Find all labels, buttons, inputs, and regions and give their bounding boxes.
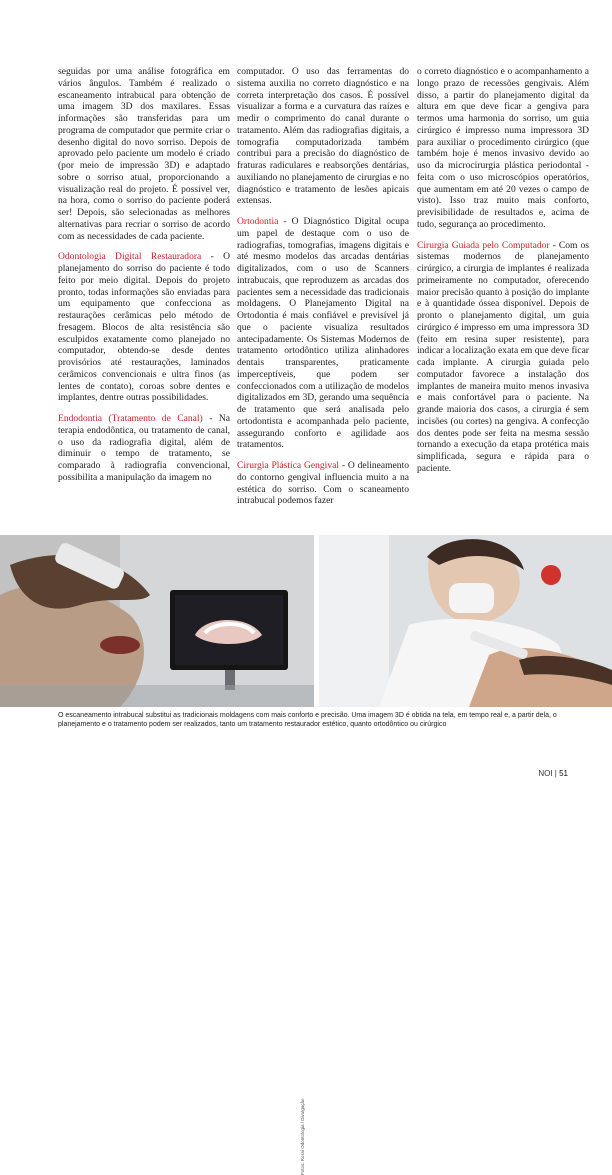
section-paragraph <box>58 251 230 404</box>
scan-scene-illustration <box>0 535 314 707</box>
section-body: - Na terapia endodôntica, ou tratamento de canal, o uso da radiografia digital, além de diminuir o tempo de tratamento, se comparado à radiografia convencional, possibilita a manipulação da imagem no <box>58 413 230 483</box>
section-paragraph <box>417 240 589 475</box>
section-paragraph <box>237 460 409 507</box>
dentist-scene-illustration <box>319 535 612 707</box>
dentist-scanning-photo <box>319 535 612 707</box>
section-body: - O Diagnóstico Digital ocupa um papel de destaque com o uso de radiografias, tomografias, imagens digitais e até mesmo modelos das arcadas dentárias digitalizados, com o uso de Scanners intrabucais, que reproduzem as arcadas dos pacientes sem a necessidade das tradicionais moldagens. O Planejamento Digital na Ortodontia é mais confiável e previsível já que o paciente visualiza resultados antecipadamente. Os Sistemas Modernos de tratamento ortodôntico utiliza alinhadores dentais transparentes, praticamente imperceptíveis, que podem ser confeccionados com a utilização de modelos digitalizados em 3D, gerando uma sequência de tratamento que será analisada pelo ortodontista e acompanhada pelo paciente, assegurando conforto e agilidade aos tratamentos. <box>237 216 409 451</box>
page-footer <box>538 769 568 778</box>
text-column-1 <box>58 66 230 493</box>
photo-credit: Fotos: Rossi Odontologia / Divulgação <box>300 1098 305 1175</box>
section-paragraph <box>58 413 230 484</box>
intraoral-scan-photo <box>0 535 314 707</box>
text-column-2 <box>237 66 409 516</box>
section-heading: Cirurgia Guiada pelo Computador <box>417 239 550 251</box>
text-column-3 <box>417 66 589 484</box>
section-body: - O planejamento do sorriso do paciente é todo feito por meio digital. Depois do projeto pronto, todas informações são enviadas para um equipamento que confecciona as restaurações cerâmicas pelo método de fresagem. Blocos de alta resistência são esculpidos exatamente como planejado no computador, obtendo-se desde dentes provisórios até restaurações, laminados cerâmicos convencionais e ultra finos (as lentes de contato), coroas sobre dentes e implantes, dentre outras possibilidades. <box>58 251 230 404</box>
section-heading: Endodontia (Tratamento de Canal) <box>58 413 203 424</box>
photo-caption: O escaneamento intrabucal substitui as tradicionais moldagens com mais conforto e precisão. Uma imagem 3D é obtida na tela, em tempo real e, a partir dela, o planejamento e o tratamento podem ser realizados, tanto um tratamento restaurador estético, quanto ortodôntico ou cirúrgico <box>58 712 557 728</box>
section-body: - O delineamento do contorno gengival influencia muito a na estética do sorriso. Com o scaneamento intrabucal podemos fazer <box>237 460 409 507</box>
photo-strip <box>0 535 612 1175</box>
footer-separator: | <box>554 769 557 778</box>
paragraph: seguidas por uma análise fotográfica em vários ângulos. Também é realizado o escaneamento intrabucal para obtenção de uma imagem 3D dos maxilares. Essas informações são transferidas para um programa de computador que permite criar o desenho digital do novo sorriso. Depois de aprovado pelo paciente um modelo é criado (por meio de impressão 3D) e adaptado sobre o sorriso atual, proporcionando a visualização real do projeto. É possível ver, na hora, como o sorriso do paciente poderá ser! Depois, são selecionadas as melhores alternativas para recriar o sorriso de acordo com as necessidades de cada paciente. <box>58 66 230 242</box>
magazine-name: NOI <box>538 769 553 778</box>
section-heading: Ortodontia <box>237 216 279 227</box>
section-body: - Com os sistemas modernos de planejamento cirúrgico, a cirurgia de implantes é realizada primeiramente no computador, oferecendo maior precisão quanto à posição do implante e à quantidade óssea disponível. Depois de pronto o planejamento digital, um guia cirúrgico é impresso em uma impressora 3D (feito em resina super resistente), para indicar a localização exata em que deve ficar cada implante. A cirurgia guiada pelo computador favorece a instalação dos implantes de maneira muito menos invasiva e mais confortável para o paciente. Na grande maioria dos casos, a cirurgia é sem incisões (ou cortes) na gengiva. A confecção dos dentes pode ser feita na mesma sessão tornando a execução da etapa protética mais simplificada, segura e rápida para o paciente. <box>417 239 589 474</box>
section-heading: Odontologia Digital Restauradora <box>58 251 202 263</box>
paragraph: computador. O uso das ferramentas do sistema auxilia no correto diagnóstico e na correta interpretação dos casos. É possível visualizar a forma e a curvatura das raízes e medir o comprimento do canal durante o tratamento. Além das radiografias digitais, a tomografia computadorizada também contribui para a precisão do diagnóstico de fraturas radiculares e reabsorções dentárias, auxiliando no planejamento de cirurgias e no diagnóstico e tratamento de lesões apicais extensas. <box>237 66 409 207</box>
section-heading: Cirurgia Plástica Gengival <box>237 460 339 471</box>
section-paragraph <box>237 216 409 451</box>
page-number: 51 <box>559 769 568 778</box>
paragraph: o correto diagnóstico e o acompanhamento a longo prazo de recessões gengivais. Além disso, a partir do planejamento digital da altura em que deve ficar a gengiva para termos uma harmonia do sorriso, um guia cirúrgico é impresso numa impressora 3D para auxiliar o procedimento cirúrgico (que também hoje é menos invasivo devido ao uso da microcirurgia plástica periodontal - feita com o uso microscópios operatórios, que aumentam em até 20 vezes o campo de visto). Isso traz muito mais conforto, previsibilidade de resultados e, acima de tudo, segurança ao procedimento. <box>417 66 589 230</box>
